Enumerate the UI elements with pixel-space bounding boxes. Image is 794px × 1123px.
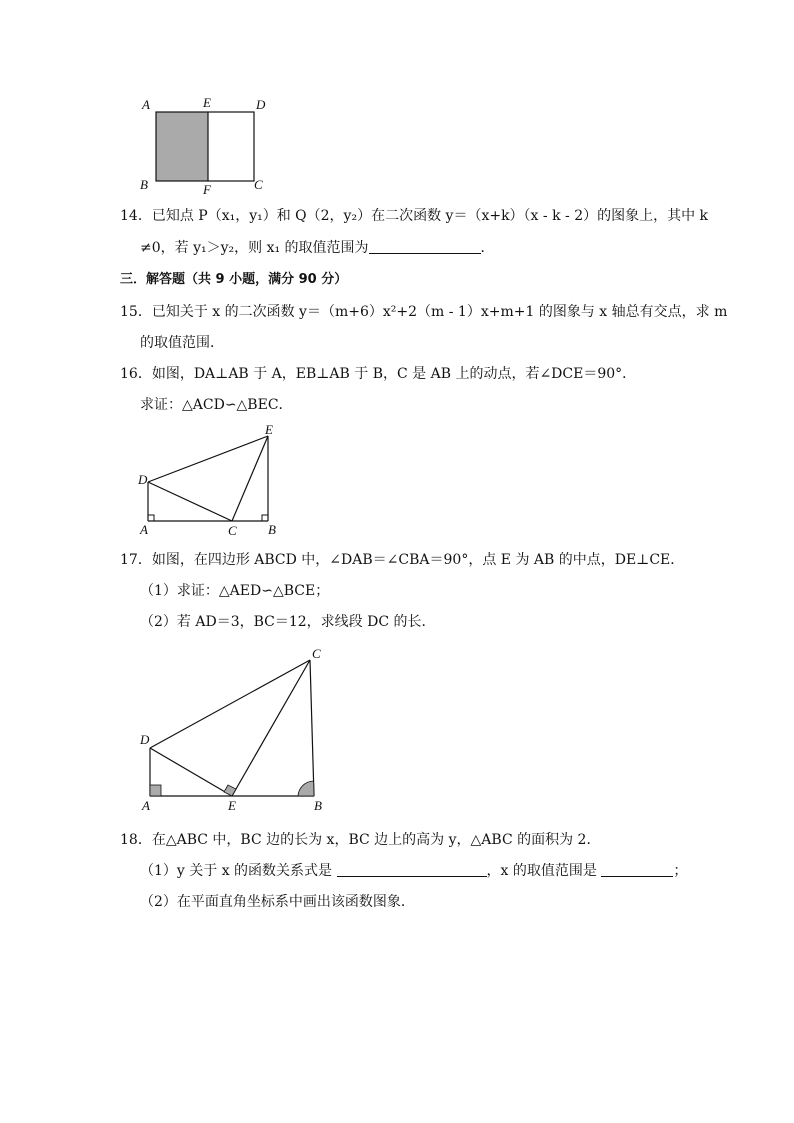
q15-line1: 15．已知关于 x 的二次函数 y＝（m+6）x²+2（m - 1）x+m+1 的图象与 x 轴总有交点，求 m (120, 304, 728, 320)
q14-text-1: 14． (120, 208, 152, 224)
q18-text-1c: ； (673, 863, 688, 879)
label-F: F (203, 182, 211, 197)
label-D: D (256, 97, 266, 112)
q17-figure (134, 644, 334, 814)
label-A: A (142, 97, 150, 112)
q16-figure (134, 420, 284, 542)
q17-label-E: E (228, 798, 236, 813)
q17-part1: （1）求证：△AED∽△BCE； (140, 583, 330, 599)
q18-range-blank[interactable] (601, 862, 673, 877)
q16-label-A: A (140, 522, 148, 537)
q14-answer-blank[interactable] (369, 239, 481, 254)
q16-line1: 16．如图，DA⊥AB 于 A，EB⊥AB 于 B，C 是 AB 上的动点，若∠DCE＝90°． (120, 366, 637, 382)
q17-label-B: B (314, 798, 322, 813)
q14-line1 (120, 206, 708, 226)
label-B: B (140, 177, 148, 192)
q16-label-B: B (268, 522, 276, 537)
q14-text-2b: ． (480, 240, 495, 256)
label-E: E (203, 95, 211, 110)
q17-label-C: C (312, 646, 321, 661)
q16-label-D: D (138, 472, 148, 487)
q18-line1: 18．在△ABC 中，BC 边的长为 x，BC 边上的高为 y，△ABC 的面积为 2． (120, 832, 601, 848)
q16-label-E: E (265, 422, 273, 437)
section-3-heading: 三．解答题（共 9 小题，满分 90 分） (120, 272, 348, 287)
q14-text-2a: ≠0，若 y₁＞y₂，则 x₁ 的取值范围为 (140, 240, 369, 256)
q16-line2: 求证：△ACD∽△BEC． (140, 397, 293, 413)
q18-function-blank[interactable] (337, 862, 487, 877)
q17-label-D: D (140, 732, 150, 747)
rectangle-figure (130, 92, 280, 200)
q17-part2: （2）若 AD＝3，BC＝12，求线段 DC 的长． (140, 614, 436, 630)
q17-line1: 17．如图，在四边形 ABCD 中，∠DAB＝∠CBA＝90°，点 E 为 AB 的中点，DE⊥CE． (120, 552, 685, 568)
q14-text-1b: 已知点 P（x₁，y₁）和 Q（2，y₂）在二次函数 y＝（x+k）（x - k - 2）的图象上，其中 k (151, 208, 709, 224)
q18-text-1b: ，x 的取值范围是 (486, 863, 597, 879)
q18-part2: （2）在平面直角坐标系中画出该函数图象． (140, 894, 415, 910)
label-C: C (254, 177, 263, 192)
q16-label-C: C (228, 523, 237, 538)
q15-line2: 的取值范围． (140, 335, 224, 351)
q18-text-1a: （1）y 关于 x 的函数关系式是 (140, 863, 333, 879)
q18-part1 (140, 861, 687, 881)
q14-line2 (140, 238, 495, 258)
q17-label-A: A (142, 798, 150, 813)
